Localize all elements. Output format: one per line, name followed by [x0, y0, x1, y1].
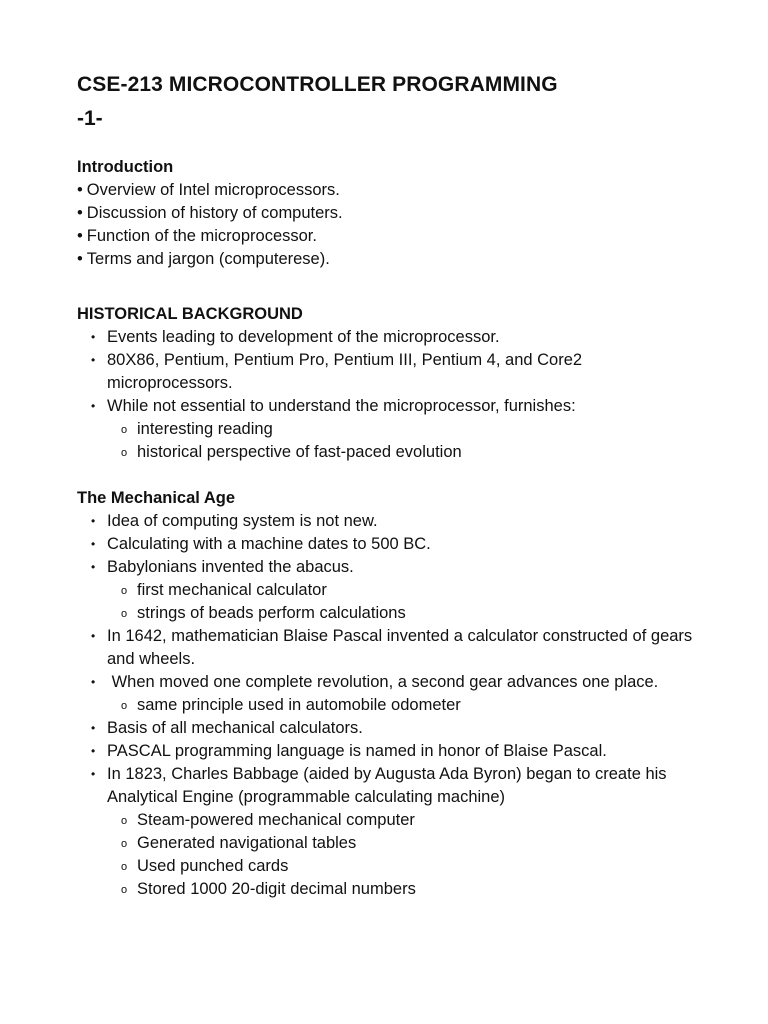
intro-item — [77, 179, 708, 202]
sub-bullet-marker: o — [121, 884, 128, 896]
sub-list-item-text: first mechanical calculator — [137, 581, 327, 599]
list-item-text: Basis of all mechanical calculators. — [107, 719, 363, 737]
list-item — [91, 717, 708, 740]
sub-list-item — [121, 441, 708, 464]
list-item — [91, 763, 708, 901]
bullet-marker: • — [91, 514, 96, 528]
spacer — [77, 271, 708, 294]
list-item-text: Babylonians invented the abacus. — [107, 558, 354, 576]
list-item-text: While not essential to understand the microprocessor, furnishes: — [107, 397, 576, 415]
babbage-sublist — [107, 809, 708, 901]
list-item — [91, 556, 708, 625]
list-item — [91, 671, 708, 717]
spacer — [77, 294, 708, 303]
bullet-marker: • — [91, 629, 96, 643]
list-item-text: Idea of computing system is not new. — [107, 512, 378, 530]
intro-item-text: Function of the microprocessor. — [86, 227, 317, 245]
list-item-text: Calculating with a machine dates to 500 BC. — [107, 535, 431, 553]
sub-list-item — [121, 418, 708, 441]
intro-item-text: Terms and jargon (computerese). — [86, 250, 330, 268]
bullet-marker: • — [91, 721, 96, 735]
gear-sublist — [107, 694, 708, 717]
history-list — [77, 326, 708, 464]
list-item-text: When moved one complete revolution, a second gear advances one place. — [107, 673, 659, 691]
sub-bullet-marker: o — [121, 585, 128, 597]
sub-list-item — [121, 694, 708, 717]
sub-list-item — [121, 832, 708, 855]
sub-bullet-marker: o — [121, 838, 128, 850]
bullet-marker: • — [91, 744, 96, 758]
list-item — [91, 740, 708, 763]
sub-list-item-text: strings of beads perform calculations — [137, 604, 406, 622]
list-item-text: 80X86, Pentium, Pentium Pro, Pentium III, Pentium 4, and Core2 microprocessors. — [107, 351, 583, 392]
sub-list-item-text: Used punched cards — [137, 857, 289, 875]
bullet-marker: • — [77, 181, 83, 199]
list-item-text: Events leading to development of the microprocessor. — [107, 328, 500, 346]
sub-bullet-marker: o — [121, 700, 128, 712]
sub-bullet-marker: o — [121, 424, 128, 436]
sub-list-item — [121, 809, 708, 832]
section-heading-historical-background: HISTORICAL BACKGROUND — [77, 305, 303, 323]
bullet-marker: • — [91, 353, 96, 367]
intro-item-text: Discussion of history of computers. — [86, 204, 343, 222]
sub-list-item — [121, 878, 708, 901]
intro-item-text: Overview of Intel microprocessors. — [86, 181, 340, 199]
sub-list-item — [121, 602, 708, 625]
sub-list-item-text: Generated navigational tables — [137, 834, 357, 852]
bullet-marker: • — [91, 767, 96, 781]
mechanical-list — [77, 510, 708, 901]
bullet-marker: • — [77, 250, 83, 268]
sub-list-item — [121, 579, 708, 602]
sub-list-item — [121, 855, 708, 878]
intro-item — [77, 202, 708, 225]
bullet-marker: • — [77, 204, 83, 222]
abacus-sublist — [107, 579, 708, 625]
sub-bullet-marker: o — [121, 447, 128, 459]
intro-item — [77, 248, 708, 271]
history-sublist — [107, 418, 708, 464]
bullet-marker: • — [91, 537, 96, 551]
sub-list-item-text: interesting reading — [137, 420, 273, 438]
bullet-marker: • — [91, 560, 96, 574]
spacer — [77, 464, 708, 487]
list-item — [91, 510, 708, 533]
sub-list-item-text: historical perspective of fast-paced evolution — [137, 443, 462, 461]
section-heading-introduction: Introduction — [77, 158, 174, 176]
document-title: CSE-213 MICROCONTROLLER PROGRAMMING — [77, 73, 558, 96]
list-item-text: In 1823, Charles Babbage (aided by Augusta Ada Byron) began to create his Analytical Engine (programmable calculating machine) — [107, 765, 667, 806]
list-item-text: PASCAL programming language is named in honor of Blaise Pascal. — [107, 742, 607, 760]
list-item — [91, 349, 708, 395]
sub-bullet-marker: o — [121, 608, 128, 620]
bullet-marker: • — [91, 675, 96, 689]
bullet-marker: • — [91, 399, 96, 413]
bullet-marker: • — [77, 227, 83, 245]
list-item-text: In 1642, mathematician Blaise Pascal invented a calculator constructed of gears and wheels. — [107, 627, 693, 668]
intro-item — [77, 225, 708, 248]
sub-list-item-text: same principle used in automobile odometer — [137, 696, 461, 714]
list-item — [91, 326, 708, 349]
document-number: -1- — [77, 107, 103, 130]
sub-bullet-marker: o — [121, 861, 128, 873]
sub-list-item-text: Steam-powered mechanical computer — [137, 811, 415, 829]
list-item — [91, 625, 708, 671]
list-item — [91, 395, 708, 464]
section-heading-mechanical-age: The Mechanical Age — [77, 489, 236, 507]
bullet-marker: • — [91, 330, 96, 344]
list-item — [91, 533, 708, 556]
sub-bullet-marker: o — [121, 815, 128, 827]
sub-list-item-text: Stored 1000 20-digit decimal numbers — [137, 880, 416, 898]
